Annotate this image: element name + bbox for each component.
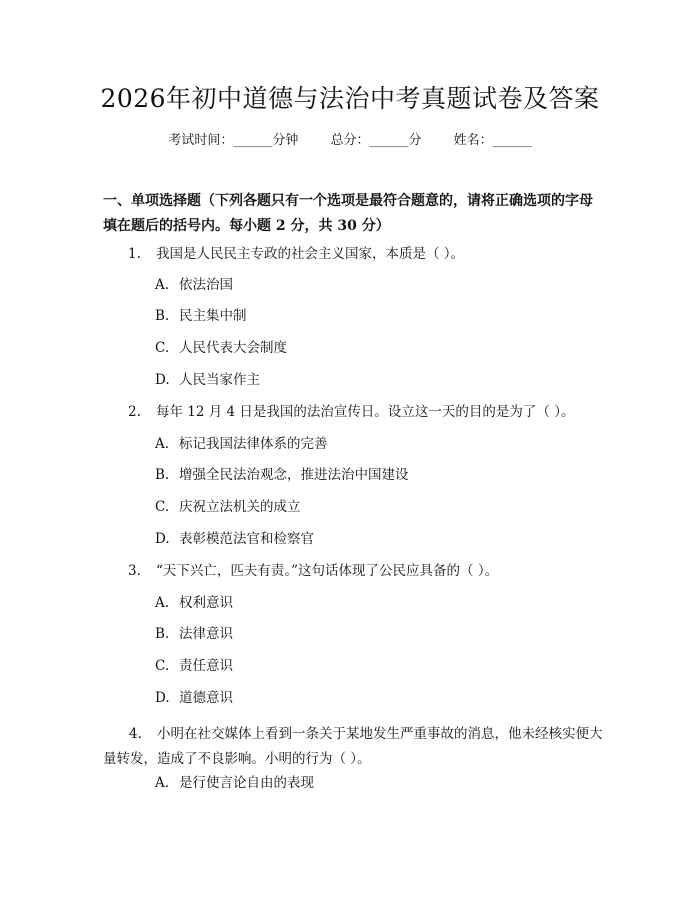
option-text: 依法治国 (179, 277, 233, 293)
option-text: 标记我国法律体系的完善 (179, 436, 328, 452)
option-text: 责任意识 (179, 658, 233, 674)
option-1b (155, 306, 247, 326)
option-1d (155, 370, 260, 390)
option-letter: A. (155, 595, 170, 611)
exam-score-field: 总分：______分 (330, 133, 422, 148)
option-2a (155, 434, 328, 454)
option-letter: C. (155, 658, 170, 674)
option-text: 道德意识 (179, 690, 233, 706)
option-1a (155, 275, 233, 295)
option-text: 是行使言论自由的表现 (179, 775, 314, 791)
question-stem: “天下兴亡，匹夫有责。”这句话体现了公民应具备的（ ）。 (156, 563, 499, 579)
question-stem: 每年 12 月 4 日是我国的法治宣传日。设立这一天的目的是为了（ ）。 (156, 404, 575, 420)
option-letter: A. (155, 436, 170, 452)
option-letter: C. (155, 340, 170, 356)
option-text: 增强全民法治观念，推进法治中国建设 (179, 467, 409, 483)
option-1c (155, 338, 287, 358)
option-letter: D. (155, 690, 170, 706)
option-letter: A. (155, 775, 170, 791)
exam-time-field: 考试时间：______分钟 (168, 133, 299, 148)
option-letter: C. (155, 499, 170, 515)
option-3d (155, 688, 233, 708)
option-letter: D. (155, 531, 170, 547)
option-3a (155, 593, 233, 613)
option-text: 权利意识 (179, 595, 233, 611)
exam-meta (0, 131, 700, 151)
question-2 (128, 402, 574, 422)
question-number: 4. (129, 726, 142, 742)
question-1 (128, 244, 464, 264)
option-letter: A. (155, 277, 170, 293)
option-3c (155, 656, 233, 676)
option-text: 庆祝立法机关的成立 (179, 499, 301, 515)
option-3b (155, 624, 233, 644)
option-text: 人民代表大会制度 (179, 340, 287, 356)
option-text: 民主集中制 (179, 308, 247, 324)
option-letter: B. (155, 467, 170, 483)
option-2d (155, 529, 314, 549)
option-2b (155, 465, 409, 485)
option-text: 表彰模范法官和检察官 (179, 531, 314, 547)
question-3 (128, 561, 498, 581)
option-2c (155, 497, 301, 517)
question-number: 2. (128, 404, 141, 420)
exam-name-field: 姓名：______ (453, 133, 532, 148)
option-letter: D. (155, 372, 170, 388)
question-number: 3. (128, 563, 141, 579)
section-heading: 一、单项选择题（下列各题只有一个选项是最符合题意的，请将正确选项的字母填在题后的括号内。每小题 2 分，共 30 分） (103, 193, 593, 234)
option-text: 法律意识 (179, 626, 233, 642)
question-4 (103, 722, 603, 772)
option-letter: B. (155, 626, 170, 642)
question-number: 1. (128, 246, 141, 262)
option-4a (155, 773, 314, 793)
question-stem: 我国是人民民主专政的社会主义国家，本质是（ ）。 (156, 246, 465, 262)
option-letter: B. (155, 308, 170, 324)
option-text: 人民当家作主 (179, 372, 260, 388)
exam-title: 2026年初中道德与法治中考真题试卷及答案 (100, 84, 600, 113)
question-stem: 小明在社交媒体上看到一条关于某地发生严重事故的消息，他未经核实便大量转发，造成了不良影响。小明的行为（ ）。 (103, 726, 603, 767)
